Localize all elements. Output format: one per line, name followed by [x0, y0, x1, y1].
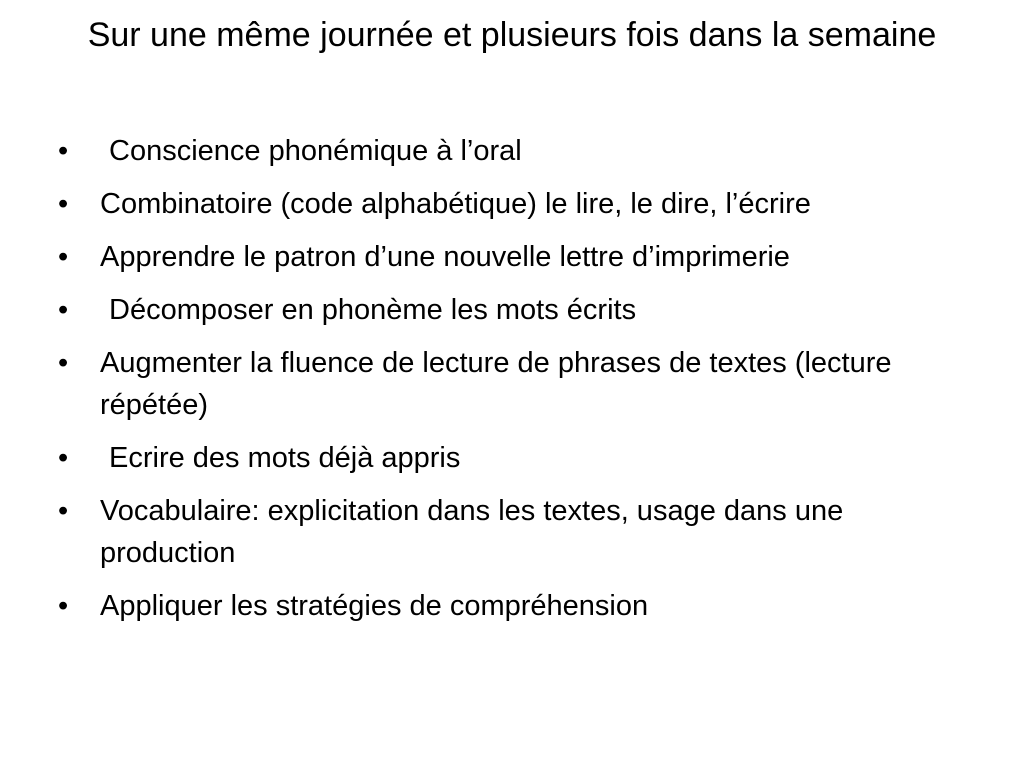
bullet-text: Conscience phonémique à l’oral [109, 135, 522, 167]
slide-title: Sur une même journée et plusieurs fois dans la semaine [87, 16, 937, 54]
bullet-point-icon: • [58, 294, 69, 326]
bullet-item [56, 289, 976, 331]
bullet-text: Vocabulaire: explicitation dans les textes, usage dans une production [100, 495, 844, 569]
bullet-list [56, 130, 976, 638]
bullet-text: Combinatoire (code alphabétique) le lire, le dire, l’écrire [100, 188, 811, 220]
bullet-text: Augmenter la fluence de lecture de phrases de textes (lecture répétée) [100, 347, 892, 421]
bullet-text: Appliquer les stratégies de compréhension [100, 590, 649, 622]
bullet-item [56, 585, 976, 627]
bullet-point-icon: • [58, 495, 69, 527]
bullet-point-icon: • [58, 590, 69, 622]
bullet-item [56, 183, 976, 225]
bullet-point-icon: • [58, 241, 69, 273]
bullet-item [56, 130, 976, 172]
bullet-point-icon: • [58, 347, 69, 379]
bullet-text: Apprendre le patron d’une nouvelle lettre d’imprimerie [100, 241, 790, 273]
bullet-item [56, 342, 976, 426]
bullet-item [56, 437, 976, 479]
bullet-text: Ecrire des mots déjà appris [109, 442, 461, 474]
bullet-point-icon: • [58, 135, 69, 167]
bullet-text: Décomposer en phonème les mots écrits [109, 294, 637, 326]
bullet-item [56, 490, 976, 574]
bullet-item [56, 236, 976, 278]
bullet-point-icon: • [58, 442, 69, 474]
bullet-point-icon: • [58, 188, 69, 220]
